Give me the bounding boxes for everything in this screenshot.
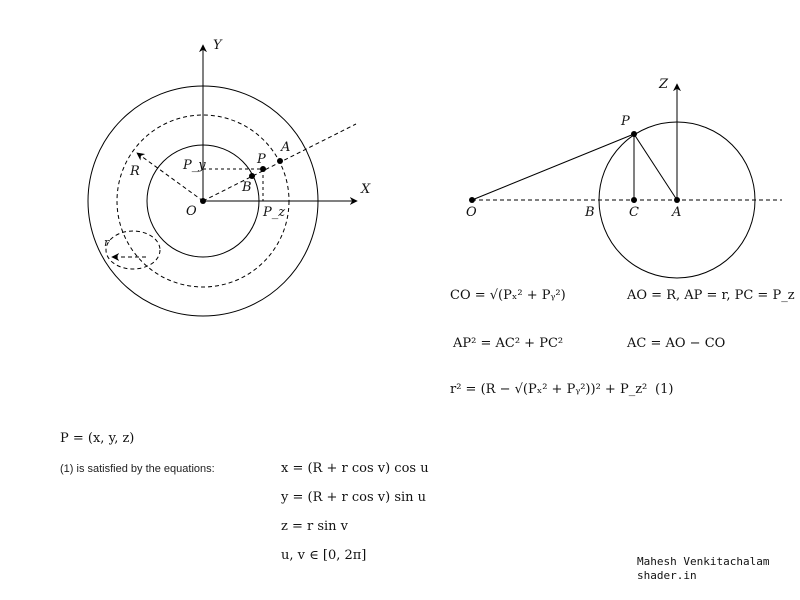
label-B: B — [585, 205, 595, 220]
label-Z: Z — [659, 77, 669, 92]
label-X: X — [361, 182, 371, 197]
equation-z: z = r sin v — [281, 519, 349, 534]
equation-ac: AC = AO − CO — [627, 336, 726, 351]
label-Y: Y — [213, 38, 222, 53]
label-A: A — [672, 205, 682, 220]
equation-uv: u, v ∈ [0, 2π] — [281, 548, 367, 563]
label-O: O — [466, 205, 477, 220]
tube-dashed-ellipse — [106, 231, 160, 269]
point-O — [200, 198, 206, 204]
equation-r2: r² = (R − √(Pₓ² + Pᵧ²))² + P_z² — [450, 382, 648, 397]
line-PA — [634, 134, 677, 200]
equations-note: (1) is satisfied by the equations: — [60, 463, 215, 475]
line-OP — [472, 134, 634, 200]
label-A: A — [281, 140, 291, 155]
label-Pz: P_z — [263, 205, 286, 220]
label-r: r — [104, 236, 110, 249]
equation-x: x = (R + r cos v) cos u — [281, 461, 429, 476]
top-view-diagram — [88, 45, 357, 316]
point-A — [277, 158, 283, 164]
equation-y: y = (R + r cos v) sin u — [281, 490, 427, 505]
label-O: O — [186, 204, 197, 219]
label-C: C — [629, 205, 639, 220]
credit-name: Mahesh Venkitachalam — [637, 555, 770, 568]
credit-site: shader.in — [637, 569, 697, 582]
point-C — [631, 197, 637, 203]
point-B — [249, 173, 255, 179]
label-P: P — [621, 114, 630, 129]
label-P: P — [257, 152, 266, 167]
label-R: R — [130, 164, 140, 179]
credit — [637, 555, 769, 583]
equation-co: CO = √(Pₓ² + Pᵧ²) — [450, 288, 566, 303]
equation-p-def: P = (x, y, z) — [60, 431, 135, 446]
label-Py: P_y — [183, 158, 206, 173]
point-O — [469, 197, 475, 203]
point-A — [674, 197, 680, 203]
label-B: B — [242, 180, 252, 195]
equation-ao: AO = R, AP = r, PC = P_z — [627, 288, 795, 303]
equation-ap: AP² = AC² + PC² — [453, 336, 564, 351]
point-P — [631, 131, 637, 137]
equation-tag: (1) — [655, 382, 674, 397]
